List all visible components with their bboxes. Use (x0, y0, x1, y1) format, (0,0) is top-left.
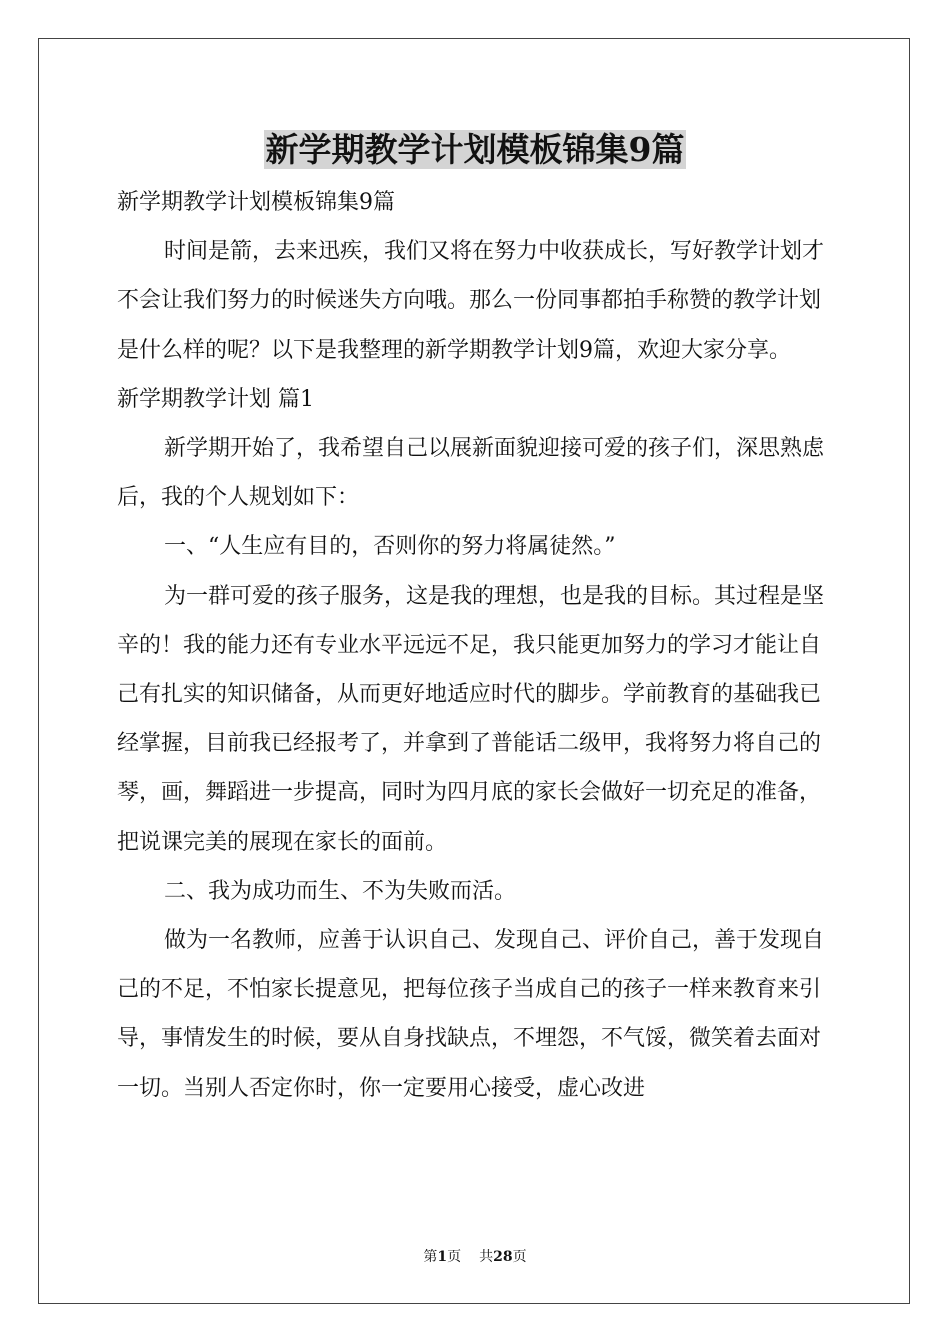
list-heading-1: 一、“人生应有目的，否则你的努力将属徒然。” (164, 534, 616, 560)
footer-page-prefix: 第 (423, 1249, 438, 1265)
paragraph-intro: 时间是箭，去来迅疾，我们又将在努力中收获成长，写好教学计划才不会让我们努力的时候迷失方向哦。那么一份同事都拍手称赞的教学计划是什么样的呢？以下是我整理的新学期教学计划9篇，欢迎大家分享。 (117, 239, 825, 363)
document-title (0, 127, 950, 173)
paragraph: 为一群可爱的孩子服务，这是我的理想，也是我的目标。其过程是坚辛的！我的能力还有专业水平远远不足，我只能更加努力的学习才能让自己有扎实的知识储备，从而更好地适应时代的脚步。学前教育的基础我已经掌握，目前我已经报考了，并拿到了普能话二级甲，我将努力将自己的琴，画，舞蹈进一步提高，同时为四月底的家长会做好一切充足的准备，把说课完美的展现在家长的面前。 (117, 583, 825, 855)
footer-total-unit: 页 (512, 1249, 527, 1265)
paragraph-subtitle: 新学期教学计划模板锦集9篇 (117, 190, 395, 215)
footer-total-prefix: 共 (479, 1249, 494, 1265)
document-title-text: 新学期教学计划模板锦集9篇 (265, 130, 685, 169)
document-body (117, 178, 837, 1113)
footer-page-current: 1 (437, 1249, 448, 1265)
list-heading-2: 二、我为成功而生、不为失败而活。 (164, 878, 517, 904)
section-heading: 新学期教学计划 篇1 (117, 386, 314, 412)
paragraph: 做为一名教师，应善于认识自己、发现自己、评价自己，善于发现自己的不足，不怕家长提意见，把每位孩子当成自己的孩子一样来教育来引导，事情发生的时候，要从自身找缺点，不埋怨，不气馁，微笑着去面对一切。当别人否定你时，你一定要用心接受，虚心改进 (117, 928, 825, 1101)
footer-page-total: 28 (493, 1249, 513, 1265)
paragraph: 新学期开始了，我希望自己以展新面貌迎接可爱的孩子们，深思熟虑后，我的个人规划如下： (117, 436, 825, 511)
footer-page-unit: 页 (447, 1249, 462, 1265)
page-footer (0, 1246, 950, 1266)
